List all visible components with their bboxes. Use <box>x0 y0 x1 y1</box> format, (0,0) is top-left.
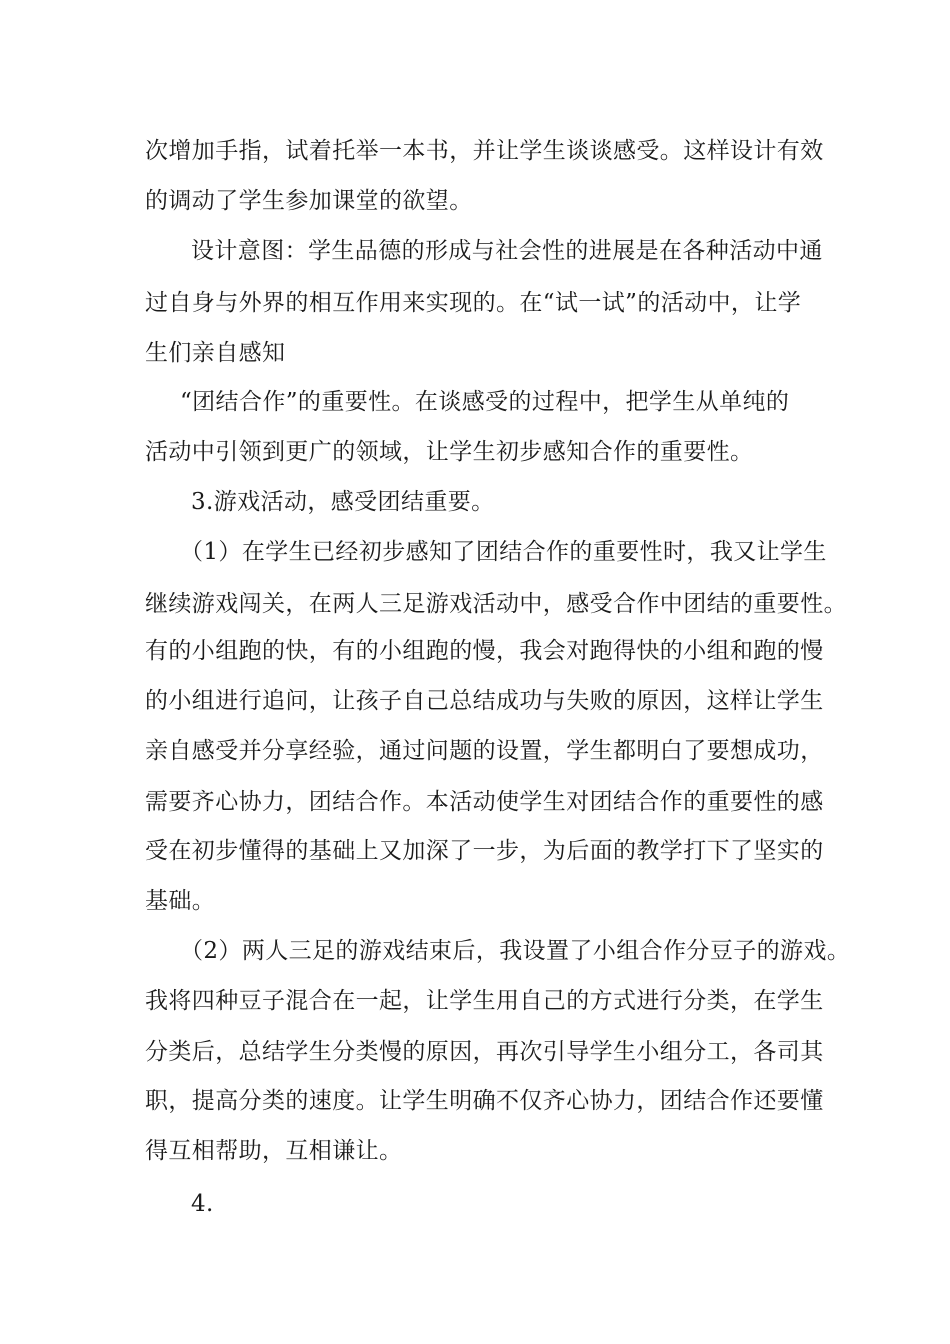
text-line: 得互相帮助，互相谦让。 <box>145 1138 403 1164</box>
text-line: 职，提高分类的速度。让学生明确不仅齐心协力，团结合作还要懂 <box>145 1088 824 1114</box>
text-line: （2）两人三足的游戏结束后，我设置了小组合作分豆子的游戏。 <box>180 938 851 964</box>
text-line: 需要齐心协力，团结合作。本活动使学生对团结合作的重要性的感 <box>145 789 824 815</box>
text-line: 亲自感受并分享经验，通过问题的设置，学生都明白了要想成功， <box>145 738 824 764</box>
text-line: 基础。 <box>145 888 216 914</box>
text-line: 活动中引领到更广的领域，让学生初步感知合作的重要性。 <box>145 439 754 465</box>
section-number: 4. <box>191 1191 214 1217</box>
section-heading: 3.游戏活动，感受团结重要。 <box>191 489 495 515</box>
text-line: 设计意图：学生品德的形成与社会性的进展是在各种活动中通 <box>191 238 823 264</box>
text-line: 有的小组跑的快，有的小组跑的慢，我会对跑得快的小组和跑的慢 <box>145 638 824 664</box>
text-line: “团结合作”的重要性。在谈感受的过程中，把学生从单纯的 <box>180 389 790 415</box>
text-line: 次增加手指，试着托举一本书，并让学生谈谈感受。这样设计有效 <box>145 138 824 164</box>
text-line: 我将四种豆子混合在一起，让学生用自己的方式进行分类，在学生 <box>145 988 824 1014</box>
text-line: 分类后，总结学生分类慢的原因，再次引导学生小组分工，各司其 <box>145 1039 824 1065</box>
text-line: （1）在学生已经初步感知了团结合作的重要性时，我又让学生 <box>180 539 827 565</box>
text-line: 的小组进行追问，让孩子自己总结成功与失败的原因，这样让学生 <box>145 688 824 714</box>
text-line: 的调动了学生参加课堂的欲望。 <box>145 188 473 214</box>
text-line: 生们亲自感知 <box>145 340 286 366</box>
text-line: 继续游戏闯关，在两人三足游戏活动中，感受合作中团结的重要性。 <box>145 591 847 617</box>
text-line: 受在初步懂得的基础上又加深了一步，为后面的教学打下了坚实的 <box>145 838 824 864</box>
text-line: 过自身与外界的相互作用来实现的。在“试一试”的活动中，让学 <box>145 290 802 316</box>
